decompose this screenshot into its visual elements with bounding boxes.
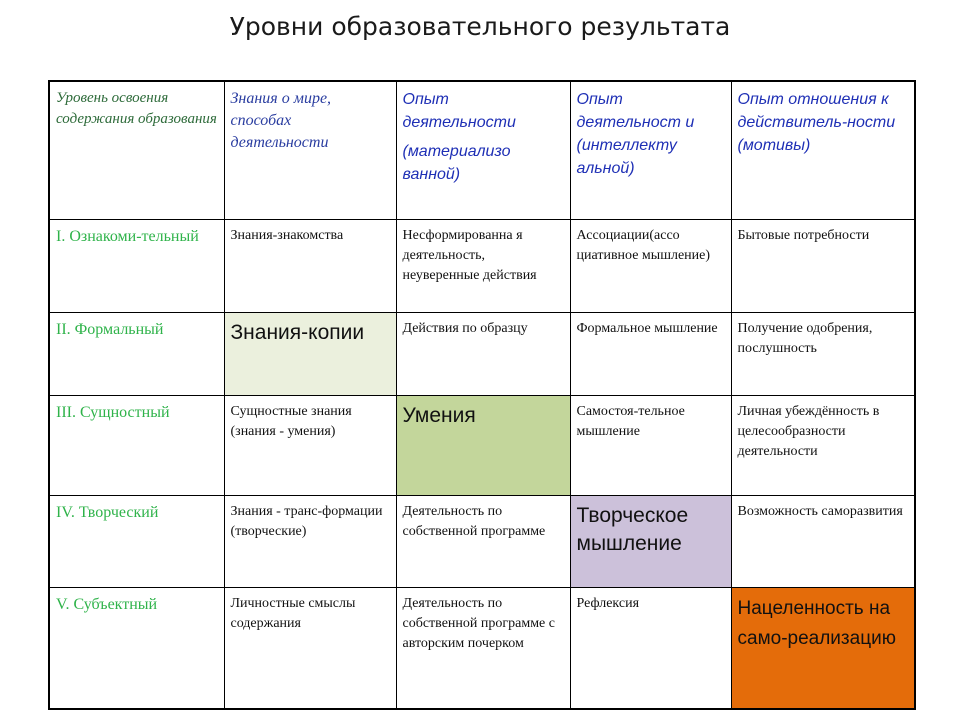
motives-cell bbox=[731, 495, 915, 587]
motives-cell bbox=[731, 395, 915, 495]
results-table bbox=[48, 80, 916, 710]
intellectual-text: Ассоциации(ассо циативное мышление) bbox=[576, 227, 711, 263]
level-label: II. Формальный bbox=[56, 320, 164, 338]
intellectual-text: Формальное мышление bbox=[576, 320, 718, 336]
knowledge-cell-highlight bbox=[224, 312, 396, 395]
knowledge-text: Знания-знакомства bbox=[230, 227, 344, 243]
level-cell bbox=[49, 219, 224, 312]
page-title: Уровни образовательного результата bbox=[229, 12, 731, 41]
material-cell bbox=[396, 495, 570, 587]
motives-text: Личная убеждённость в целесообразности деятельности bbox=[737, 403, 880, 459]
motives-text: Нацеленность на само-реализацию bbox=[737, 597, 896, 649]
level-label: IV. Творческий bbox=[56, 503, 159, 521]
material-text: Действия по образцу bbox=[402, 320, 528, 336]
material-text: Умения bbox=[402, 403, 476, 427]
level-cell bbox=[49, 495, 224, 587]
knowledge-cell bbox=[224, 219, 396, 312]
knowledge-text: Сущностные знания (знания - умения) bbox=[230, 403, 352, 439]
header-row bbox=[49, 81, 915, 219]
motives-cell-highlight bbox=[731, 587, 915, 709]
header-intellectual bbox=[570, 81, 731, 219]
table-row bbox=[49, 219, 915, 312]
header-level bbox=[49, 81, 224, 219]
intellectual-cell bbox=[570, 395, 731, 495]
header-material-subtext: (материализо ванной) bbox=[402, 143, 511, 183]
intellectual-cell bbox=[570, 219, 731, 312]
table-row bbox=[49, 395, 915, 495]
material-cell bbox=[396, 219, 570, 312]
header-knowledge-text: Знания о мире, способах деятельности bbox=[230, 90, 332, 151]
motives-text: Бытовые потребности bbox=[737, 227, 870, 243]
header-material-text: Опыт деятельности bbox=[402, 91, 516, 131]
header-knowledge bbox=[224, 81, 396, 219]
knowledge-cell bbox=[224, 587, 396, 709]
knowledge-cell bbox=[224, 495, 396, 587]
motives-text: Возможность саморазвития bbox=[737, 503, 903, 519]
material-text: Несформированна я деятельность, неуверенные действия bbox=[402, 227, 537, 283]
intellectual-text: Самостоя-тельное мышление bbox=[576, 403, 685, 439]
motives-cell bbox=[731, 219, 915, 312]
table-row bbox=[49, 312, 915, 395]
level-label: III. Сущностный bbox=[56, 403, 170, 421]
material-text: Деятельность по собственной программе с авторским почерком bbox=[402, 595, 555, 651]
table-row bbox=[49, 587, 915, 709]
header-motives-text: Опыт отношения к действитель-ности (мотивы) bbox=[737, 91, 896, 154]
intellectual-cell bbox=[570, 312, 731, 395]
knowledge-text: Знания - транс-формации (творческие) bbox=[230, 503, 383, 539]
intellectual-text: Рефлексия bbox=[576, 595, 640, 611]
intellectual-cell bbox=[570, 587, 731, 709]
level-cell bbox=[49, 395, 224, 495]
intellectual-cell-highlight bbox=[570, 495, 731, 587]
material-cell bbox=[396, 312, 570, 395]
material-text: Деятельность по собственной программе bbox=[402, 503, 546, 539]
knowledge-text: Личностные смыслы содержания bbox=[230, 595, 356, 631]
header-intellectual-text: Опыт деятельност и (интеллекту альной) bbox=[576, 91, 695, 177]
table-row bbox=[49, 495, 915, 587]
material-cell-highlight bbox=[396, 395, 570, 495]
knowledge-text: Знания-копии bbox=[230, 320, 365, 344]
material-cell bbox=[396, 587, 570, 709]
motives-cell bbox=[731, 312, 915, 395]
knowledge-cell bbox=[224, 395, 396, 495]
level-cell bbox=[49, 312, 224, 395]
header-motives bbox=[731, 81, 915, 219]
intellectual-text: Творческое мышление bbox=[576, 503, 689, 555]
level-cell bbox=[49, 587, 224, 709]
level-label: V. Субъектный bbox=[56, 595, 158, 613]
header-material bbox=[396, 81, 570, 219]
header-level-text: Уровень освоения содержания образования bbox=[56, 90, 217, 127]
level-label: I. Ознакоми-тельный bbox=[56, 227, 199, 245]
motives-text: Получение одобрения, послушность bbox=[737, 320, 873, 356]
